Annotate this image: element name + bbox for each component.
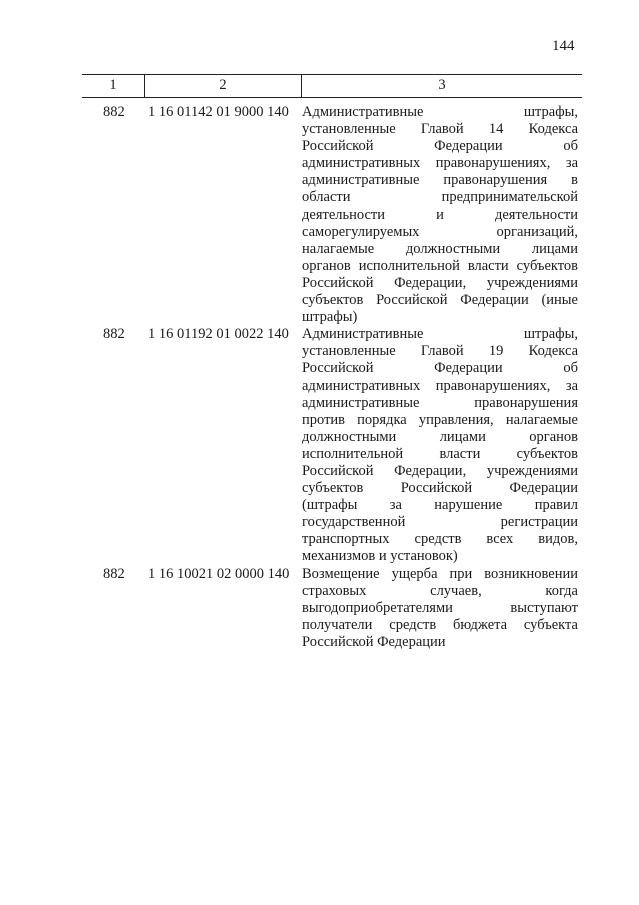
description-line: Российской Федерации, учреждениями xyxy=(302,462,578,479)
description-line: административные правонарушения в xyxy=(302,172,578,189)
description-line: Административные штрафы, xyxy=(302,104,578,120)
description-line: Российской Федерации об xyxy=(302,138,578,155)
description-line: страховых случаев, когда xyxy=(302,582,578,599)
description-line: выгодоприобретателями выступают xyxy=(302,599,578,616)
description-line: административные правонарушения xyxy=(302,394,578,411)
description-line: субъектов Российской Федерации (иные xyxy=(302,292,578,309)
header-col-3: 3 xyxy=(438,77,446,93)
description-line: саморегулируемых организаций, xyxy=(302,223,578,240)
description-line: налагаемые должностными лицами xyxy=(302,240,578,257)
table-row xyxy=(82,104,582,326)
income-description xyxy=(302,566,578,651)
description-line: (штрафы за нарушение правил xyxy=(302,497,578,514)
description-line: Возмещение ущерба при возникновении xyxy=(302,565,578,582)
admin-code: 882 xyxy=(103,326,125,343)
table-body xyxy=(82,104,582,651)
income-description xyxy=(302,104,578,326)
description-line: области предпринимательской xyxy=(302,189,578,206)
description-line: Административные штрафы, xyxy=(302,326,578,343)
description-line: Российской Федерации об xyxy=(302,360,578,377)
header-col-2: 2 xyxy=(145,75,302,97)
description-line: установленные Главой 14 Кодекса xyxy=(302,121,578,138)
budget-classification-code: 1 16 01142 01 9000 140 xyxy=(148,104,289,120)
admin-code: 882 xyxy=(103,104,125,120)
header-col-1: 1 xyxy=(82,75,145,97)
table-row xyxy=(82,566,582,651)
description-line: Российской Федерации xyxy=(302,633,446,650)
table-row xyxy=(82,326,582,565)
description-line: деятельности и деятельности xyxy=(302,206,578,223)
description-line: органов исполнительной власти субъектов xyxy=(302,257,578,274)
description-line: субъектов Российской Федерации xyxy=(302,480,578,497)
description-line: транспортных средств всех видов, xyxy=(302,531,578,548)
description-line: должностными лицами органов xyxy=(302,428,578,445)
page-number: 144 xyxy=(552,38,575,54)
description-line: штрафы) xyxy=(302,309,358,326)
admin-code: 882 xyxy=(103,565,125,582)
description-line: Российской Федерации, учреждениями xyxy=(302,274,578,291)
budget-classification-code: 1 16 01192 01 0022 140 xyxy=(148,326,289,343)
description-line: установленные Главой 19 Кодекса xyxy=(302,343,578,360)
description-line: административных правонарушениях, за xyxy=(302,155,578,172)
description-line: против порядка управления, налагаемые xyxy=(302,411,578,428)
description-line: получатели средств бюджета субъекта xyxy=(302,616,578,633)
description-line: государственной регистрации xyxy=(302,514,578,531)
income-description xyxy=(302,326,578,565)
description-line: механизмов и установок) xyxy=(302,548,458,565)
description-line: исполнительной власти субъектов xyxy=(302,445,578,462)
budget-classification-code: 1 16 10021 02 0000 140 xyxy=(148,565,290,582)
table-header xyxy=(82,74,582,98)
description-line: административных правонарушениях, за xyxy=(302,377,578,394)
